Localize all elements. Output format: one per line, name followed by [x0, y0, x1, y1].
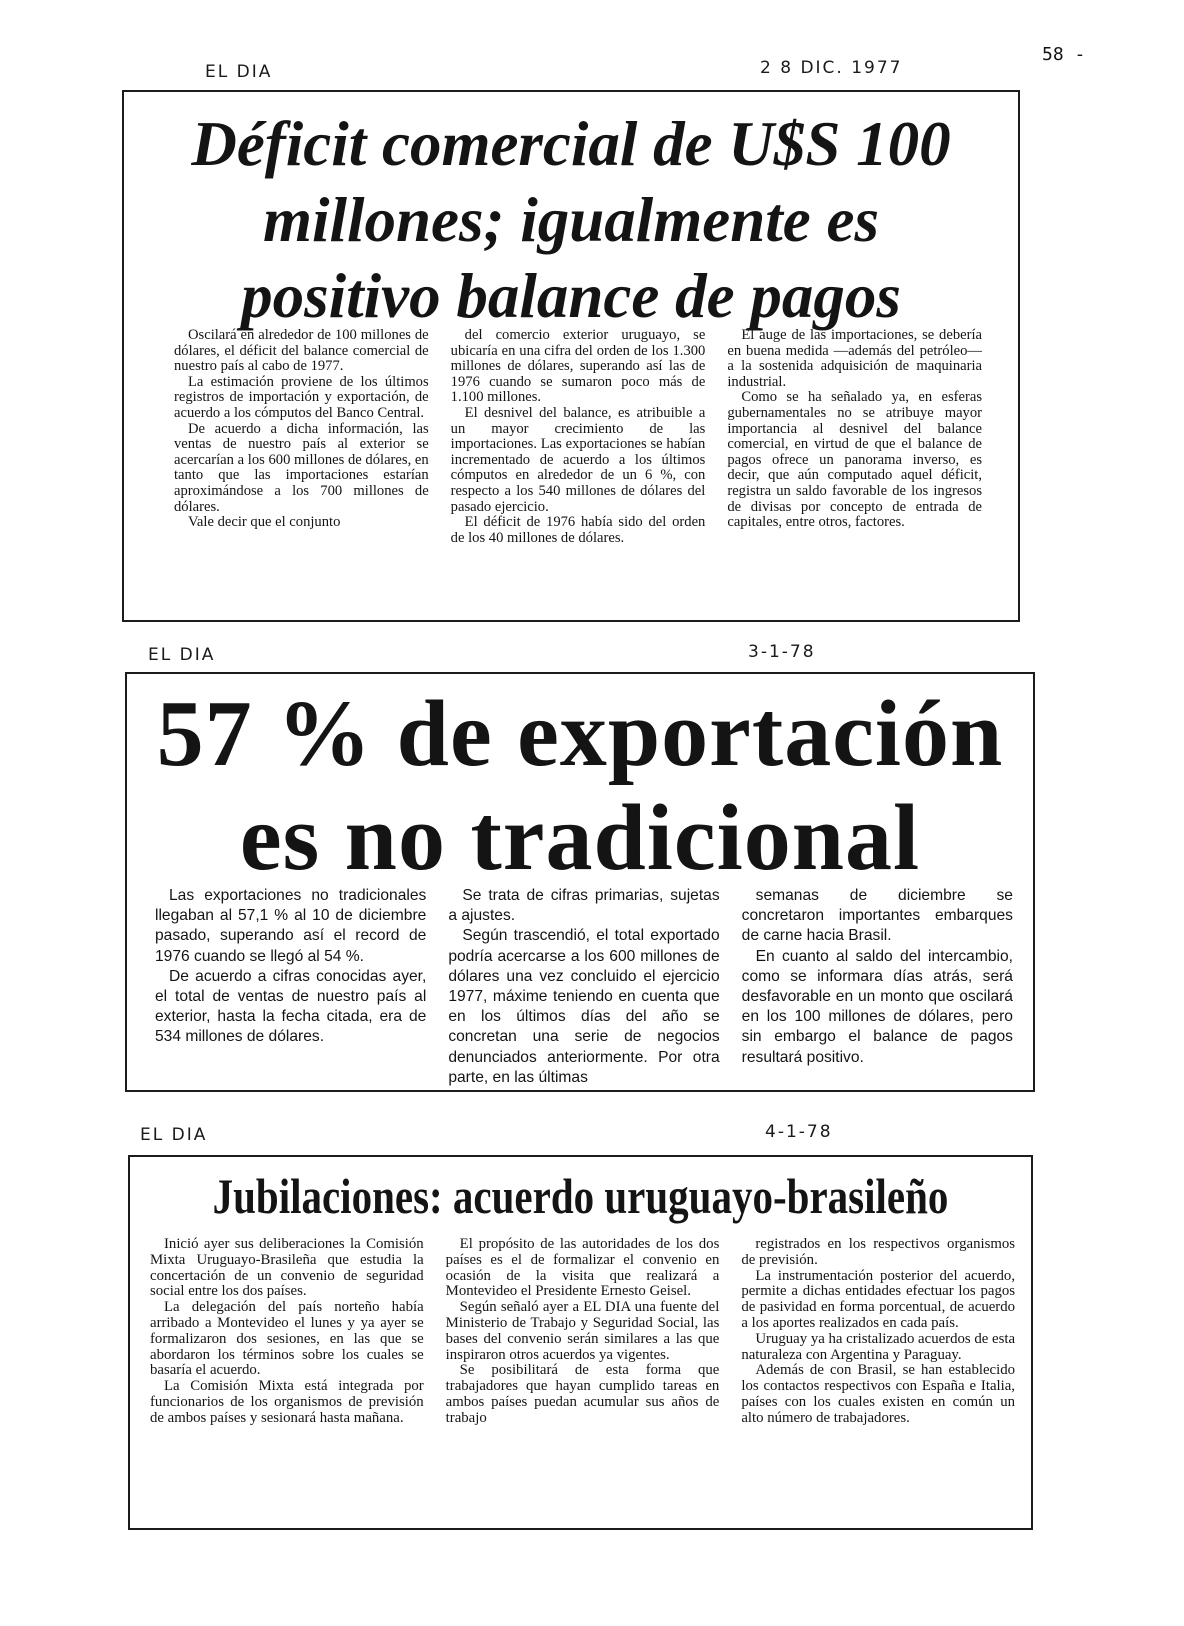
article-3-date: 4-1-78 [765, 1122, 833, 1142]
paragraph: El déficit de 1976 había sido del orden de los 40 millones de dólares. [450, 514, 706, 546]
headline-line: Jubilaciones: acuerdo uruguayo-brasileño [212, 1168, 949, 1224]
headline-line: positivo balance de pagos [241, 261, 901, 331]
headline-line: Déficit comercial de U$S 100 [191, 109, 951, 179]
paragraph: La instrumentación posterior del acuerdo, permite a dichas entidades efectuar los pagos de pasividad en forma porcentual, de acuerdo a los aportes realizados en cada país. [741, 1267, 1016, 1331]
paragraph: El auge de las importaciones, se debería en buena medida —además del petróleo— a la sostenida adquisición de maquinaria industrial. [727, 327, 983, 390]
paragraph: La Comisión Mixta está integrada por funcionarios de los organismos de previsión de ambos países y sesionará hasta mañana. [150, 1378, 424, 1426]
paragraph: Oscilará en alrededor de 100 millones de dólares, el déficit del balance comercial de nuestro país al cabo de 1977. [174, 327, 429, 375]
paragraph: De acuerdo a dicha información, las ventas de nuestro país al exterior se acercarían a los 600 millones de dólares, en tanto que las importaciones estarían aproximándose a los 700 millones de dólares. [174, 420, 429, 515]
paragraph: En cuanto al saldo del intercambio, como se informara días atrás, será desfavorable en un monto que oscilará en los 100 millones de dólares, pero sin embargo el balance de pagos resultará positivo. [741, 947, 1013, 1066]
paragraph: El propósito de las autoridades de los dos países es el de formalizar el convenio en ocasión de la visita que realizará a Montevideo el Presidente Ernesto Geisel. [445, 1236, 720, 1300]
paragraph: semanas de diciembre se concretaron importantes embarques de carne hacia Brasil. [741, 887, 1013, 945]
paragraph: La estimación proviene de los últimos registros de importación y exportación, de acuerdo a los cómputos del Banco Central. [174, 373, 429, 421]
article-column [741, 1237, 1015, 1427]
article-3-headline [211, 1167, 950, 1225]
paragraph: Como se ha señalado ya, en esferas gubernamentales no se atribuye mayor importancia al desnivel del balance comercial, en virtud de que el balance de pagos ofrece un panorama inverso, es decir, que aún computado aquel déficit, registra un saldo favorable de los ingresos de divisas por concepto de entrada de capitales, entre otros, factores. [727, 389, 983, 531]
paragraph: El desnivel del balance, es atribuible a un mayor crecimiento de las importaciones. Las exportaciones se habían incrementado de acuerdo a los últimos cómputos en alrededor de un 6 %, con respecto a los 540 millones de dólares del pasado ejercicio. [450, 404, 706, 515]
paragraph: registrados en los respectivos organismos de previsión. [741, 1236, 1016, 1268]
paragraph: del comercio exterior uruguayo, se ubicaría en una cifra del orden de los 1.300 millones de dólares, superando así las de 1976 cuando se sumaron poco más de 1.100 millones. [450, 327, 706, 406]
article-column [155, 886, 426, 1088]
article-1-source: EL DIA [205, 62, 273, 82]
headline-line: millones; igualmente es [262, 185, 879, 255]
article-column [727, 328, 982, 546]
article-3-body [150, 1237, 1015, 1427]
article-column [446, 1237, 720, 1427]
paragraph: Uruguay ya ha cristalizado acuerdos de esta naturaleza con Argentina y Paraguay. [741, 1330, 1016, 1363]
paragraph: Las exportaciones no tradicionales llegaban al 57,1 % al 10 de diciembre pasado, superando así el record de 1976 cuando se llegó al 54 %. [155, 887, 427, 965]
article-1-date: 2 8 DIC. 1977 [760, 58, 903, 78]
article-2-headline [127, 682, 1033, 890]
paragraph: Vale decir que el conjunto [188, 514, 341, 531]
article-column [150, 1237, 424, 1427]
headline-line: 57 % de exportación [156, 682, 1004, 786]
article-column [448, 886, 719, 1088]
paragraph: Se trata de cifras primarias, sujetas a ajustes. [448, 887, 720, 925]
article-2-body [155, 886, 1013, 1088]
article-column [174, 328, 429, 546]
article-3-source: EL DIA [140, 1125, 208, 1145]
paragraph: Según señaló ayer a EL DIA una fuente del Ministerio de Trabajo y Seguridad Social, las bases del convenio serán similares a las que inspiraron otros acuerdos ya vigentes. [445, 1299, 720, 1363]
article-1-body [174, 328, 982, 546]
paragraph: Según trascendió, el total exportado podría acercarse a los 600 millones de dólares una vez concluido el ejercicio 1977, máxime teniendo en cuenta que en los últimos días del año se concretan una serie de negocios denunciados anteriormente. Por otra parte, en las últimas [448, 927, 720, 1086]
article-column [742, 886, 1013, 1088]
page-number: 58 - [1042, 44, 1086, 65]
article-1-clipping [122, 90, 1020, 622]
paragraph: Además de con Brasil, se han establecido los contactos respectivos con España e Italia, países con los cuales existen en común un alto número de trabajadores. [741, 1362, 1016, 1426]
article-column [451, 328, 706, 546]
paragraph: De acuerdo a cifras conocidas ayer, el total de ventas de nuestro país al exterior, hasta la fecha citada, era de 534 millones de dólares. [155, 967, 427, 1046]
headline-line: es no tradicional [239, 786, 921, 890]
article-1-headline [124, 106, 1018, 334]
paragraph: Inició ayer sus deliberaciones la Comisión Mixta Uruguayo-Brasileña que estudia la concertación de un convenio de seguridad social entre los dos países. [150, 1236, 424, 1300]
article-2-source: EL DIA [148, 645, 216, 665]
article-2-date: 3-1-78 [748, 642, 816, 662]
paragraph: Se posibilitará de esta forma que trabajadores que hayan cumplido tareas en ambos países puedan acumular sus años de trabajo [445, 1362, 720, 1426]
article-2-clipping [125, 672, 1035, 1092]
article-3-clipping [128, 1155, 1033, 1530]
paragraph: La delegación del país norteño había arribado a Montevideo el lunes y ya ayer se formalizaron dos sesiones, en las que se abordaron los términos sobre los cuales se basaría el acuerdo. [150, 1299, 424, 1379]
